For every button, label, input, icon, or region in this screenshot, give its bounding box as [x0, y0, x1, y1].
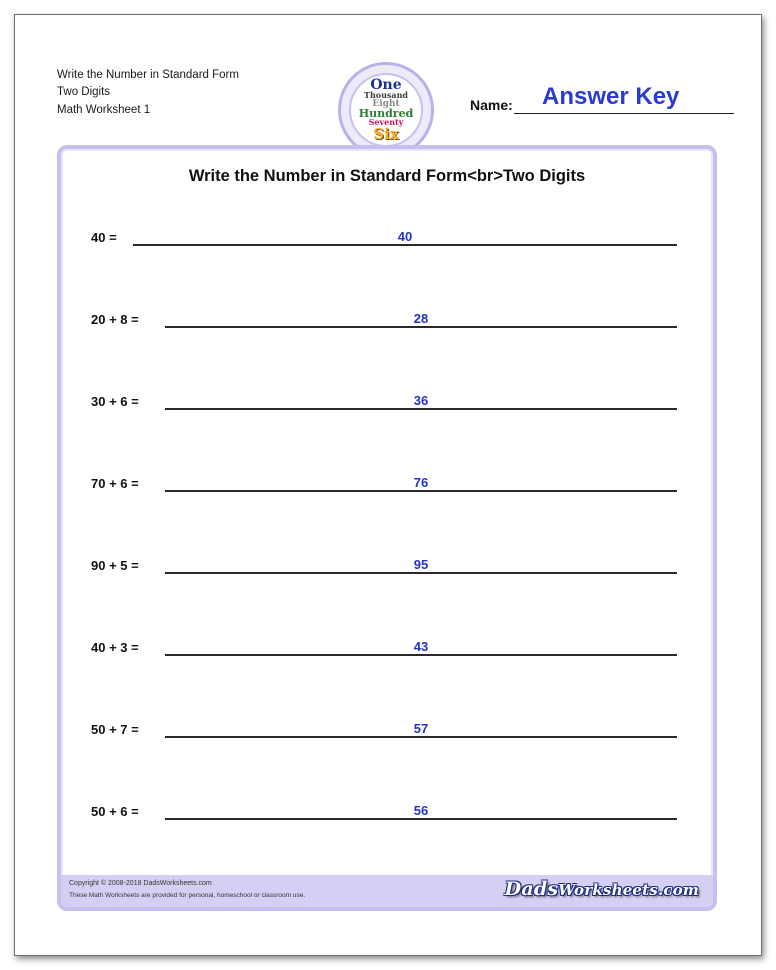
- badge-word-thousand: Thousand: [363, 90, 409, 101]
- usage-notice: These Math Worksheets are provided for personal, homeschool or classroom use.: [69, 892, 306, 899]
- answer-line-7: [165, 736, 677, 738]
- badge-word-six: Six: [373, 124, 399, 143]
- worksheet-footer: [61, 875, 713, 907]
- answer-line-5: [165, 572, 677, 574]
- logo-main-text: Dads: [504, 878, 559, 900]
- problem-6: 40 + 3 =: [91, 640, 139, 655]
- answer-3: 36: [413, 393, 429, 408]
- answer-line-3: [165, 408, 677, 410]
- answer-5: 95: [413, 557, 429, 572]
- copyright-text: Copyright © 2008-2018 DadsWorksheets.com: [69, 880, 212, 887]
- answer-1: 40: [397, 229, 413, 244]
- answer-6: 43: [413, 639, 429, 654]
- worksheet-frame: [57, 145, 717, 911]
- header-title: Write the Number in Standard Form: [57, 69, 239, 81]
- name-label: Name:: [470, 97, 513, 113]
- answer-2: 28: [413, 311, 429, 326]
- problem-3: 30 + 6 =: [91, 394, 139, 409]
- problem-5: 90 + 5 =: [91, 558, 139, 573]
- answer-4: 76: [413, 475, 429, 490]
- answer-line-4: [165, 490, 677, 492]
- problem-2: 20 + 8 =: [91, 312, 139, 327]
- badge-word-hundred: Hundred: [358, 106, 414, 120]
- answer-line-6: [165, 654, 677, 656]
- badge-word-stack: [349, 73, 423, 147]
- problem-1: 40 =: [91, 230, 117, 245]
- number-words-badge: [338, 62, 434, 158]
- badge-word-eight: Eight: [372, 99, 400, 110]
- name-underline: [514, 113, 734, 114]
- answer-line-1: [133, 244, 677, 246]
- badge-word-one: One: [370, 77, 402, 94]
- answer-line-2: [165, 326, 677, 328]
- header-subtitle: Two Digits: [57, 86, 111, 98]
- answer-8: 56: [413, 803, 429, 818]
- header-worksheet-number: Math Worksheet 1: [57, 104, 151, 116]
- answer-line-8: [165, 818, 677, 820]
- problem-7: 50 + 7 =: [91, 722, 139, 737]
- answer-7: 57: [413, 721, 429, 736]
- worksheet-title: Write the Number in Standard Form<br>Two Digits: [188, 167, 586, 185]
- dadsworksheets-logo[interactable]: [505, 878, 699, 900]
- problem-8: 50 + 6 =: [91, 804, 139, 819]
- problem-4: 70 + 6 =: [91, 476, 139, 491]
- answer-key-label: Answer Key: [542, 83, 680, 110]
- logo-sub-text: Worksheets.com: [558, 881, 699, 899]
- badge-word-seventy: Seventy: [368, 117, 404, 128]
- worksheet-page: [14, 14, 762, 956]
